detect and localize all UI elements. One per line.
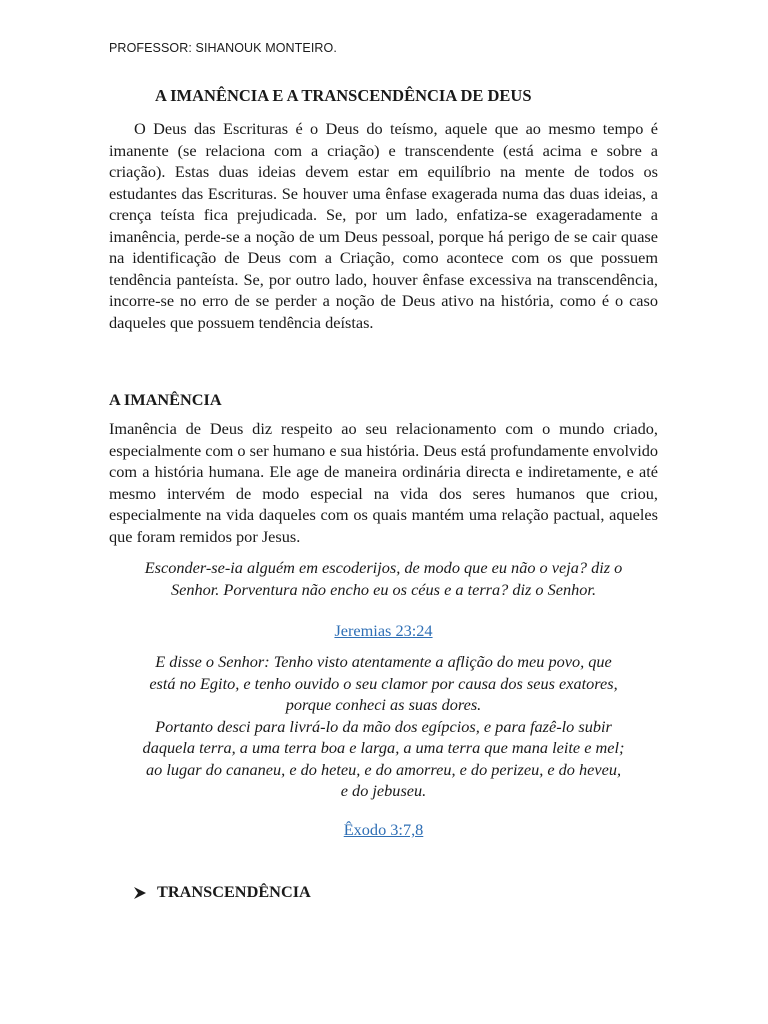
quote-line: ao lugar do cananeu, e do heteu, e do amorreu, e do perizeu, e do heveu, xyxy=(145,759,622,779)
quote-line: Esconder-se-ia alguém em escoderijos, de modo que eu não o veja? diz o xyxy=(144,558,623,577)
section-heading-transcendencia xyxy=(133,882,311,902)
document-title: A IMANÊNCIA E A TRANSCENDÊNCIA DE DEUS xyxy=(155,86,532,105)
arrow-bullet-icon xyxy=(133,885,147,899)
reference-link-jeremias[interactable]: Jeremias 23:24 xyxy=(334,621,433,640)
quote-line: Senhor. Porventura não encho eu os céus e a terra? diz o Senhor. xyxy=(170,579,597,599)
quote-line: porque conheci as suas dores. xyxy=(285,695,482,714)
transcendencia-heading-label: TRANSCENDÊNCIA xyxy=(157,882,311,901)
quote-line: daquela terra, a uma terra boa e larga, a uma terra que mana leite e mel; xyxy=(142,738,625,757)
reference-link-exodo[interactable]: Êxodo 3:7,8 xyxy=(343,820,424,839)
section-heading-imanencia: A IMANÊNCIA xyxy=(109,390,222,409)
quote-line: Portanto desci para livrá-lo da mão dos egípcios, e para fazê-lo subir xyxy=(155,716,612,736)
intro-paragraph: O Deus das Escrituras é o Deus do teísmo, aquele que ao mesmo tempo é imanente (se relaciona com a criação) e transcendente (está acima e sobre a criação). Estas duas ideias devem estar em equilíbrio na mente de todos os estudantes das Escrituras. Se houver uma ênfase exagerada numa das duas ideias, a crença teísta fica prejudicada. Se, por um lado, enfatiza-se exageradamente a imanência, perde-se a noção de um Deus pessoal, porque há perigo de se cair quase na identificação de Deus com a Criação, como acontece com os que possuem tendência panteísta. Se, por outro lado, houver ênfase excessiva na transcendência, incorre-se no erro de se perder a noção de Deus ativo na história, como é o caso daqueles que possuem tendência deístas. xyxy=(109,119,658,332)
quote-line: e do jebuseu. xyxy=(340,781,427,800)
author-header: PROFESSOR: SIHANOUK MONTEIRO. xyxy=(109,41,337,55)
quote-line: está no Egito, e tenho ouvido o seu clamor por causa dos seus exatores, xyxy=(149,673,618,693)
imanencia-paragraph: Imanência de Deus diz respeito ao seu relacionamento com o mundo criado, especialmente com o ser humano e sua história. Deus está profundamente envolvido com a história humana. Ele age de maneira ordinária directa e indiretamente, e até mesmo intervém de modo especial na vida dos seres humanos que criou, especialmente na vida daqueles com os quais mantém uma relação pactual, aqueles que foram remidos por Jesus. xyxy=(109,419,658,546)
scripture-quote-1 xyxy=(109,557,658,600)
scripture-quote-2 xyxy=(109,651,658,802)
quote-line: E disse o Senhor: Tenho visto atentamente a aflição do meu povo, que xyxy=(155,652,612,671)
